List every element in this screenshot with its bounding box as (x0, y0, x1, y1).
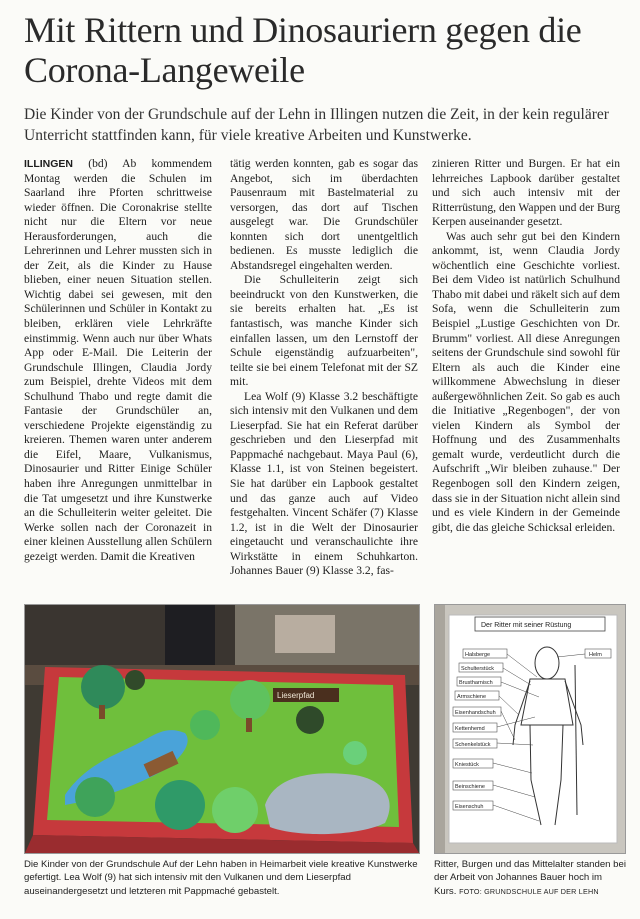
paragraph: Lea Wolf (9) Klasse 3.2 beschäftigte sich intensiv mit den Vulkanen und dem Lieserpfad. Sie hat ein Referat darüber geschrieben und den Lieserpfad mit Pappmaché nachgebaut. Maya Paul (6), Klasse 1.1, ist von Steinen begeistert. Sie hat darüber ein Lapbook gestaltet und das ganze auch auf Video festgehalten. Vincent Schäfer (7) Klasse 1.2, ist in die Welt der Dinosaurier eingetaucht und veranschaulichte ihre Wirkstätte in einem Schuhkarton. Johannes Bauer (9) Klasse 3.2, fas- (230, 389, 418, 578)
armor-label: Halsberge (465, 652, 491, 658)
headline: Mit Rittern und Dinosauriern gegen die Corona-Langeweile (24, 10, 582, 90)
armor-label: Brustharnisch (459, 680, 493, 686)
article-column-3 (432, 157, 620, 535)
armor-label: Kettenhemd (455, 726, 485, 732)
armor-label: Armschiene (457, 694, 487, 700)
worksheet-title: Der Ritter mit seiner Rüstung (481, 622, 572, 629)
subhead: Die Kinder von der Grundschule auf der Lehn in Illingen nutzen die Zeit, in der kein regulärer Unterricht stattfinden kann, für viele kreative Arbeiten und Kunstwerke. (24, 106, 609, 144)
paragraph: zinieren Ritter und Burgen. Er hat ein lehrreiches Lapbook darüber gestaltet und sich auch intensiv mit der Ritterrüstung, den Wappen und der Burg Kerpen auseinander gesetzt. (432, 157, 620, 229)
paragraph (24, 157, 212, 564)
knight-worksheet-photo (434, 604, 626, 854)
armor-label: Helm (589, 652, 602, 658)
knight-worksheet (435, 605, 625, 853)
dateline: ILLINGEN (24, 158, 73, 170)
knight-caption (434, 858, 626, 898)
armor-label: Eisenhandschuh (455, 710, 496, 716)
armor-label: Schulterstück (461, 666, 495, 672)
armor-label: Kniestück (455, 762, 479, 768)
paragraph: Die Schulleiterin zeigt sich beeindruckt von den Kunstwerken, die sie bereits erhalten hat. „Es ist fantastisch, was manche Kinder sich einfallen lassen, um den Lernstoff der Schule eigenständig aufzuarbeiten", teilte sie bei einem Telefonat mit der SZ mit. (230, 273, 418, 389)
caption-text: Ritter, Burgen und das Mittelalter standen bei der Arbeit von Johannes Bauer hoch im Kurs. (434, 859, 626, 897)
paragraph-text: (bd) Ab kommendem Montag werden die Schulen im Saarland ihre Pforten schrittweise wieder öffnen. Die Coronakrise stellte nicht nur die Eltern vor neue Herausforderungen, auch die Lehrerinnen und Lehrer mussten sich in der Zeit, als die Kinder zu Hause blieben, einer neuen Situation stellen. Wichtig dabei sei gewesen, mit den Schülerinnen und Schüler in Kontakt zu bleiben, erklären viele Lehrkräfte einstimmig. Wenn auch nur über Whats App oder E-Mail. Die Leiterin der Grundschule Illingen, Claudia Jordy zum Beispiel, drehte Videos mit dem Schulhund Thabo und regte damit die Fantasie der Grundschüler an, verschiedene Projekte eigenständig zu kreieren. Themen waren unter anderem die Eifel, Maare, Vulkanismus, Dinosaurier und Ritter Einige Schüler haben ihre Anregungen unmittelbar in die Tat umgesetzt und ihre Kunstwerke an die Schulleiterin weiter geleitet. Die Werke sollen nach der Coronazeit in einer kleinen Ausstellung allen Schülern gezeigt werden. Damit die Kreativen (24, 157, 212, 563)
diorama-caption: Die Kinder von der Grundschule Auf der Lehn haben in Heimarbeit viele kreative Kunstwerke gefertigt. Lea Wolf (9) hat sich intensiv mit den Vulkanen und dem Lieserpfad auseinandergesetzt und letzteren mit Pappmaché gebastelt. (24, 859, 418, 897)
diorama-photo (24, 604, 420, 854)
article-column-2 (230, 157, 418, 579)
paragraph: tätig werden konnten, gab es sogar das Angebot, sich im überdachten Pausenraum mit Bastelmaterial zu versorgen, das dort auf Tischen ausgelegt war. Die Grundschüler konnten sich dort unentgeltlich bedienen. Es musste lediglich die Abstandsregel eingehalten werden. (230, 157, 418, 272)
armor-label: Beinschiene (455, 784, 485, 790)
armor-label: Schenkelstück (455, 742, 491, 748)
armor-label: Eisenschuh (455, 804, 484, 810)
article-column-1 (24, 157, 212, 564)
photo-credit: FOTO: GRUNDSCHULE AUF DER LEHN (459, 886, 599, 896)
diorama-sign-label: Lieserpfad (277, 691, 315, 700)
diorama-illustration (25, 605, 419, 853)
paragraph: Was auch sehr gut bei den Kindern ankommt, ist, wenn Claudia Jordy wöchentlich eine Geschichte vorliest. Bei dem Video ist natürlich Schulhund Thabo mit dabei und räkelt sich auf dem Sofa, wenn die Schulleiterin zum Beispiel „Lustige Geschichten von Dr. Brumm" vorliest. All diese Anregungen seitens der Grundschule sind sowohl für Eltern als auch die Kinder eine willkommene Abwechslung in dieser außergewöhnlichen Zeit. So gab es auch die Initiative „Regenbogen", der von vielen Kindern als Symbol der Hoffnung und des Zusammenhalts gemalt wurde, verdeutlicht durch die Aufschrift „Wir bleiben zuhause." Der Regenbogen soll den Kindern zeigen, dass sie in der Situation nicht allein sind und es viele Kindern in der Gemeinde gibt, die das gleiche Schicksal erleiden. (432, 229, 620, 534)
